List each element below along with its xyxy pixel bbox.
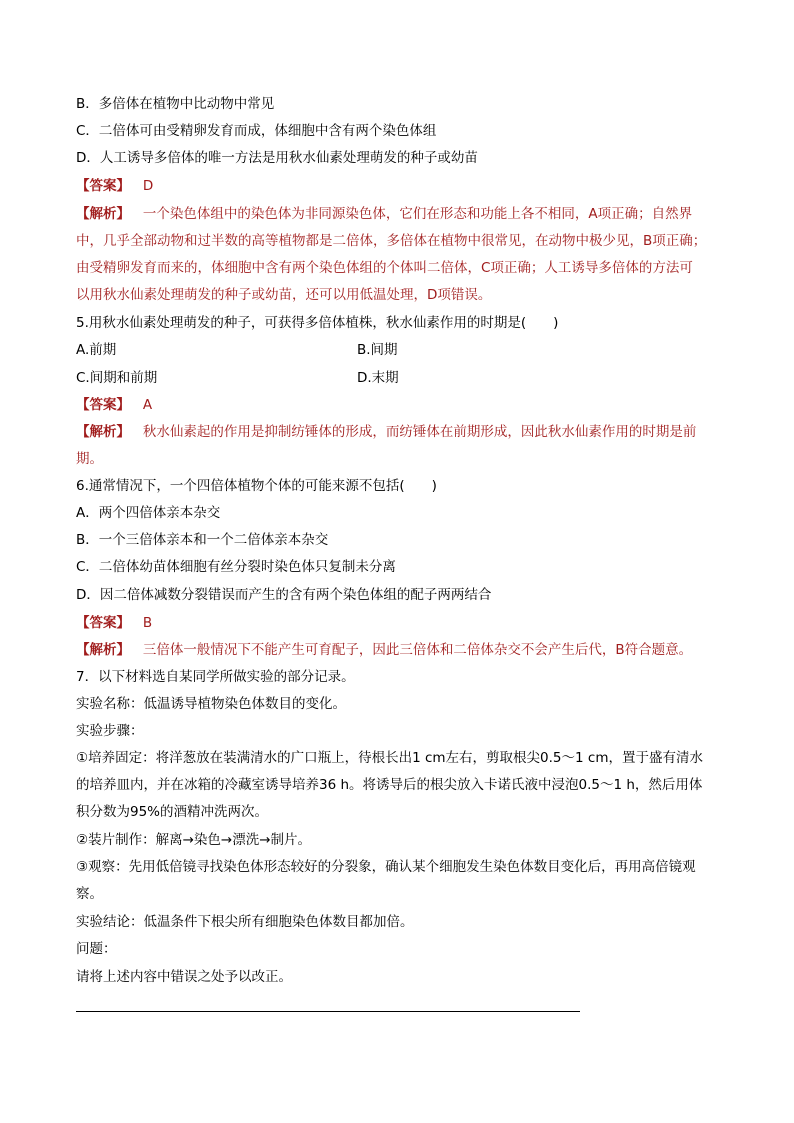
q4-answer [76,177,726,196]
q7-conclusion: 实验结论：低温条件下根尖所有细胞染色体数目都加倍。 [76,914,414,930]
analysis-tag: 【解析】 [76,206,130,222]
answer-value: B [142,615,153,631]
q7-step3-line-2: 察。 [76,886,103,902]
q7-step1-line-2: 的培养皿内，并在冰箱的冷藏室诱导培养36 h。将诱导后的根尖放入卡诺氏液中浸泡0.5～1 h，然后用体 [76,777,703,793]
answer-tag: 【答案】 [76,397,130,413]
analysis-tag: 【解析】 [76,424,130,440]
q5-analysis-line-1: 【解析】 秋水仙素起的作用是抑制纺锤体的形成，而纺锤体在前期形成，因此秋水仙素作用的时期是前 [76,424,697,440]
q7-step1-line-1: ①培养固定：将洋葱放在装满清水的广口瓶上，待根长出1 cm左右，剪取根尖0.5～1 cm，置于盛有清水 [76,750,703,766]
q7-stem: 7．以下材料选自某同学所做实验的部分记录。 [76,669,355,685]
q5-option-d: D.末期 [357,370,399,386]
q4-option-b: B．多倍体在植物中比动物中常见 [76,96,275,112]
answer-tag: 【答案】 [76,615,130,631]
answer-line[interactable] [76,1011,580,1012]
answer-value: D [142,178,154,194]
q7-step1-line-3: 积分数为95%的酒精冲洗两次。 [76,804,269,820]
q5-option-c: C.间期和前期 [76,370,158,386]
q7-question-label: 问题： [76,941,117,957]
q6-stem: 6.通常情况下，一个四倍体植物个体的可能来源不包括( ) [76,478,437,494]
answer-tag: 【答案】 [76,178,130,194]
q4-analysis-line-3: 由受精卵发育而来的，体细胞中含有两个染色体组的个体叫二倍体，C项正确；人工诱导多倍体的方法可 [76,260,693,276]
q6-answer [76,614,726,633]
q4-option-d: D．人工诱导多倍体的唯一方法是用秋水仙素处理萌发的种子或幼苗 [76,150,478,166]
answer-value: A [142,397,153,413]
q5-option-b: B.间期 [357,342,398,358]
q5-answer [76,396,726,415]
q7-experiment-name: 实验名称：低温诱导植物染色体数目的变化。 [76,696,346,712]
q4-analysis-line-1: 【解析】 一个染色体组中的染色体为非同源染色体，它们在形态和功能上各不相同，A项正确；自然界 [76,206,693,222]
analysis-tag: 【解析】 [76,642,130,658]
q7-step3-line-1: ③观察：先用低倍镜寻找染色体形态较好的分裂象，确认某个细胞发生染色体数目变化后，再用高倍镜观 [76,859,696,875]
q5-stem: 5.用秋水仙素处理萌发的种子，可获得多倍体植株，秋水仙素作用的时期是( ) [76,315,559,331]
q5-analysis-line-2: 期。 [76,451,103,467]
q4-analysis-line-4: 以用秋水仙素处理萌发的种子或幼苗，还可以用低温处理，D项错误。 [76,287,492,303]
q6-analysis: 【解析】 三倍体一般情况下不能产生可育配子，因此三倍体和二倍体杂交不会产生后代，B符合题意。 [76,642,693,658]
q4-analysis-line-2: 中，几乎全部动物和过半数的高等植物都是二倍体，多倍体在植物中很常见，在动物中极少见，B项正确； [76,233,707,249]
q4-option-c: C．二倍体可由受精卵发育而成，体细胞中含有两个染色体组 [76,123,437,139]
q6-option-a: A．两个四倍体亲本杂交 [76,505,221,521]
q6-option-d: D．因二倍体减数分裂错误而产生的含有两个染色体组的配子两两结合 [76,587,492,603]
q7-step2: ②装片制作：解离→染色→漂洗→制片。 [76,832,312,848]
q7-steps-title: 实验步骤： [76,723,144,739]
q5-option-a: A.前期 [76,342,117,358]
q6-option-b: B．一个三倍体亲本和一个二倍体亲本杂交 [76,532,329,548]
q6-option-c: C．二倍体幼苗体细胞有丝分裂时染色体只复制未分离 [76,559,396,575]
q7-question: 请将上述内容中错误之处予以改正。 [76,969,292,985]
